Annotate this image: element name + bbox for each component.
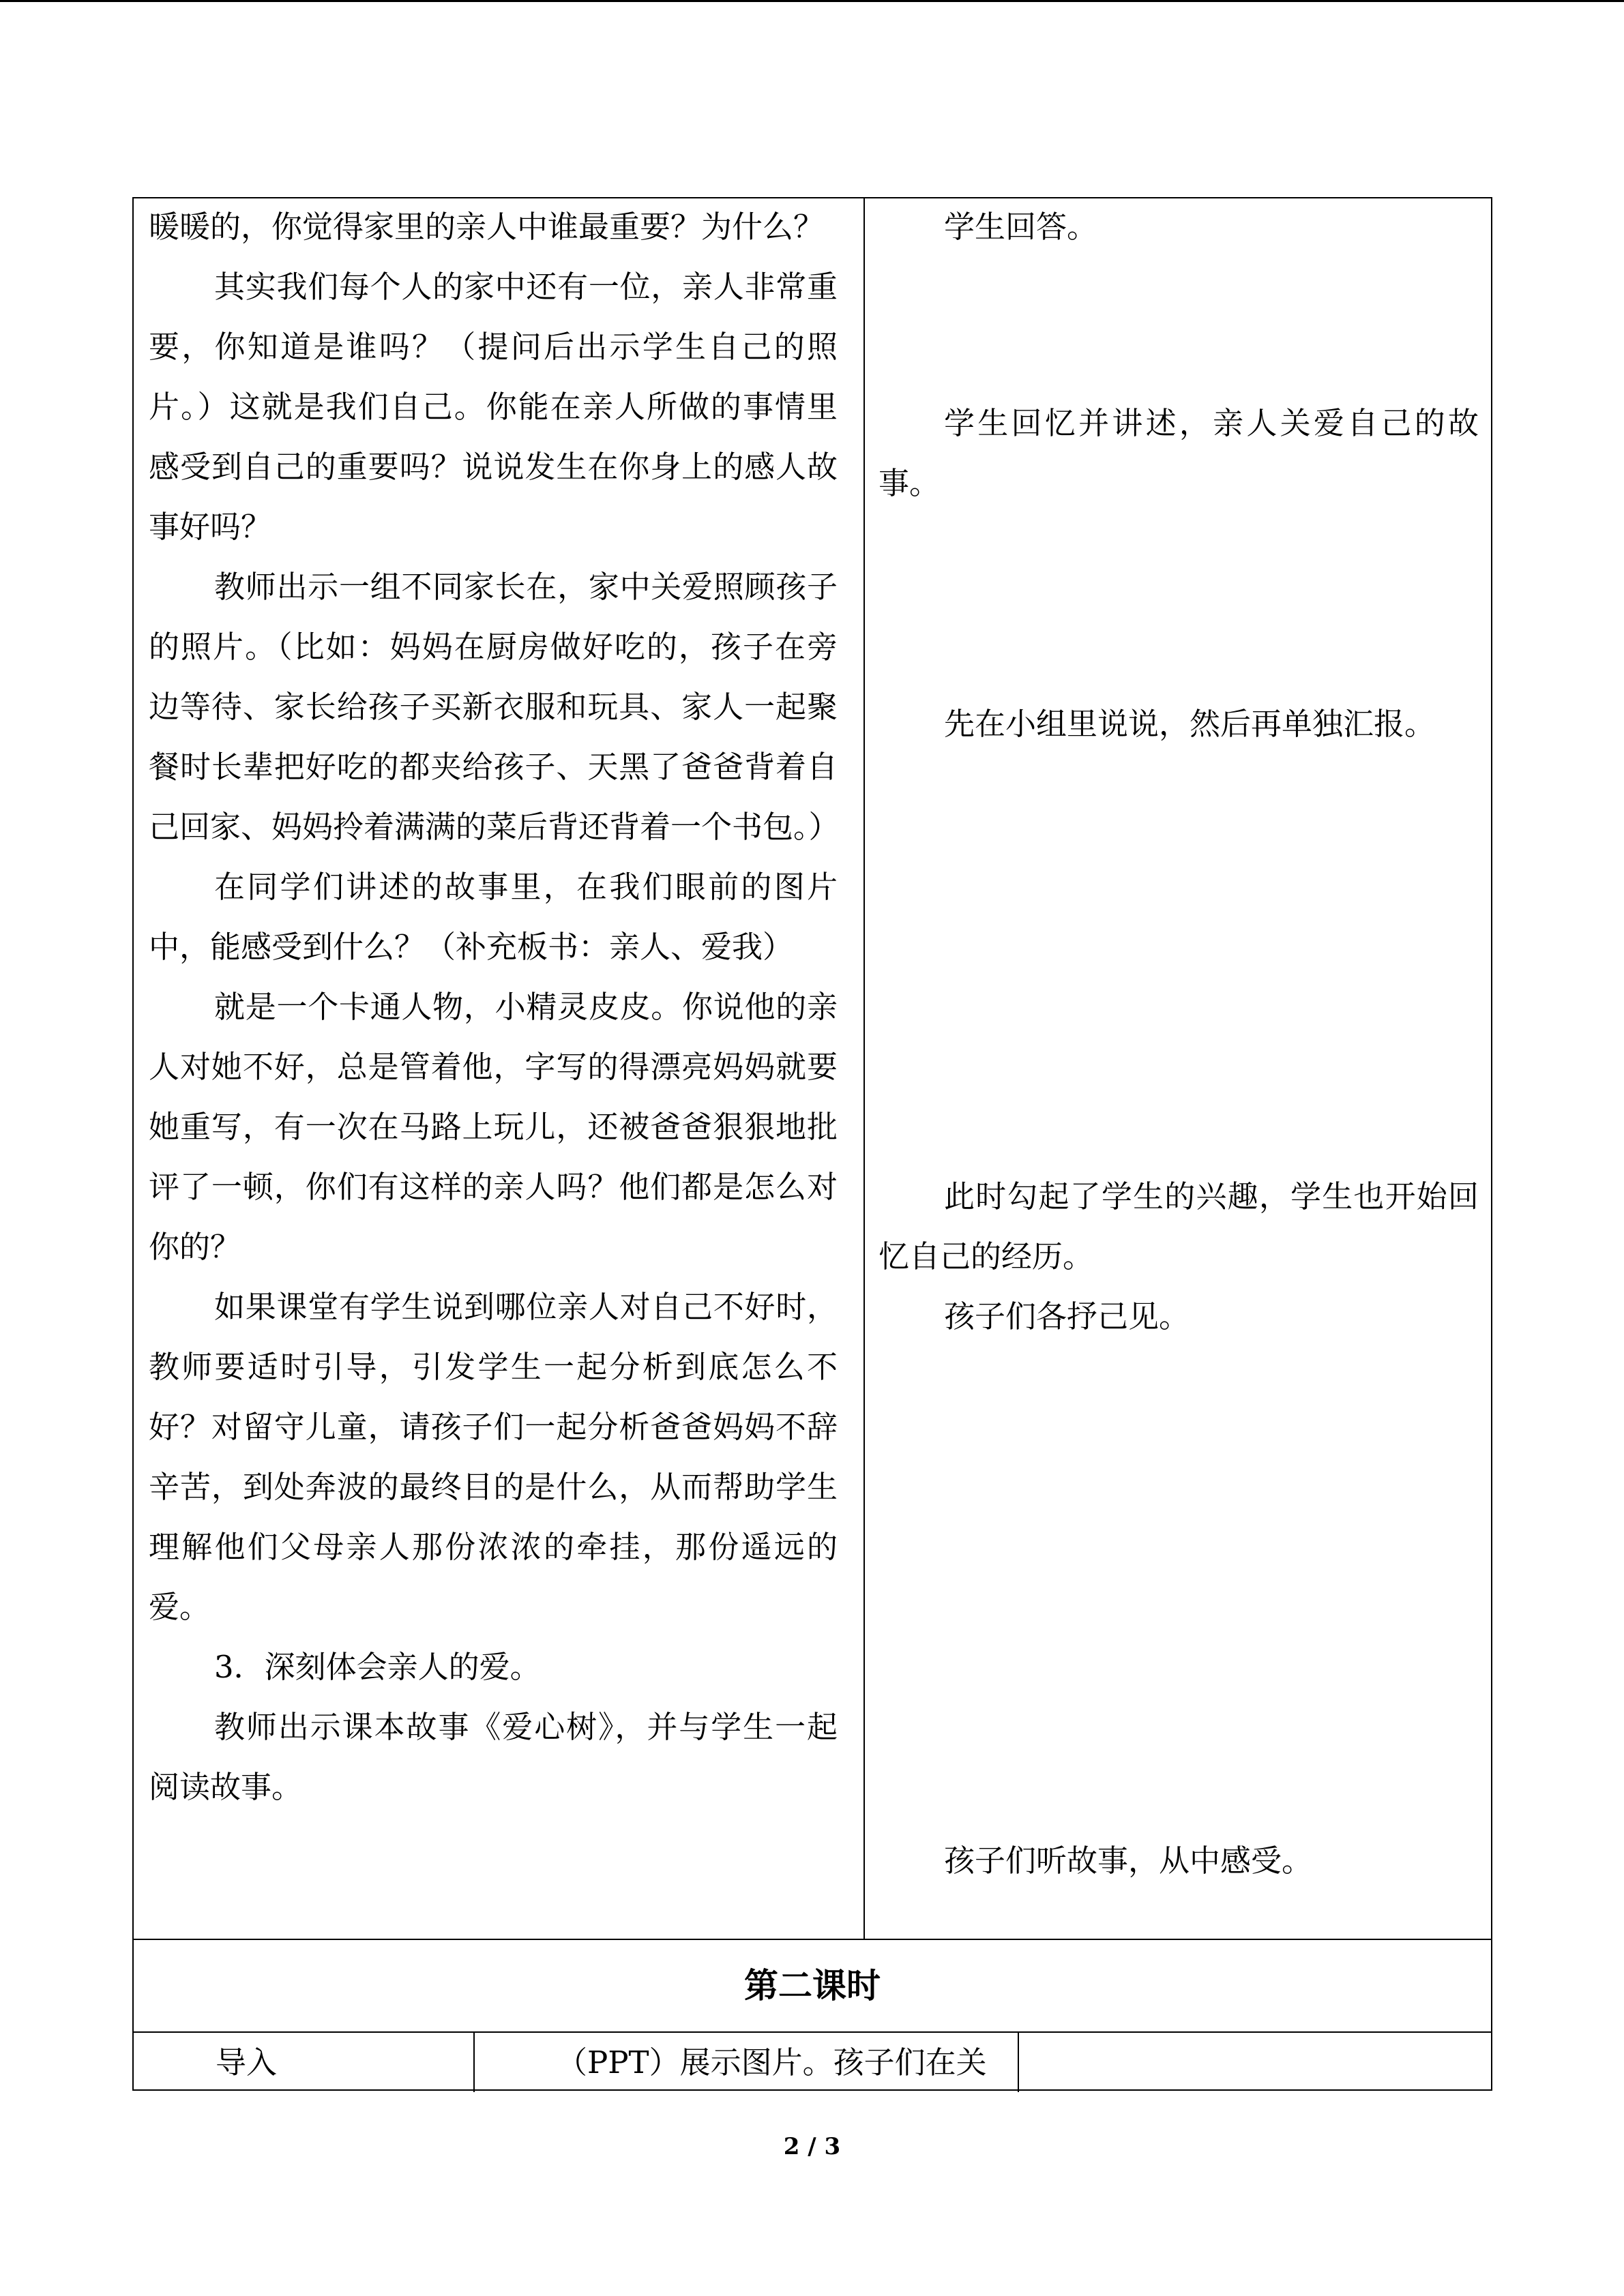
paragraph: 其实我们每个人的家中还有一位，亲人非常重要，你知道是谁吗？（提问后出示学生自己的照片。）这就是我们自己。你能在亲人所做的事情里感受到自己的重要吗？说说发生在你身上的感人故事好吗？ [149,269,838,545]
bottom-row-divider-2 [1018,2031,1019,2092]
student-response: 学生回答。 [944,209,1098,245]
student-activity-column [879,198,1479,1939]
column-divider [863,198,865,1939]
paragraph: 教师出示课本故事《爱心树》，并与学生一起阅读故事。 [149,1709,838,1805]
paragraph: 3．深刻体会亲人的爱。 [214,1649,541,1685]
teacher-activity-column [149,197,838,1817]
section-title: 第二课时 [744,1965,881,2006]
student-response: 孩子们听故事，从中感受。 [944,1843,1313,1879]
student-response: 此时勾起了学生的兴趣，学生也开始回忆自己的经历。 [879,1178,1479,1274]
top-border-line [0,0,1624,2]
bottom-row-divider-1 [473,2031,475,2092]
page-number: 2 / 3 [783,2133,841,2160]
student-response: 孩子们各抒己见。 [944,1298,1190,1335]
bottom-row-label: 导入 [216,2044,278,2081]
lesson-plan-table [132,197,1492,2091]
paragraph: 在同学们讲述的故事里，在我们眼前的图片中，能感受到什么？（补充板书：亲人、爱我） [149,869,838,965]
paragraph: 教师出示一组不同家长在，家中关爱照顾孩子的照片。（比如：妈妈在厨房做好吃的，孩子在旁边等待、家长给孩子买新衣服和玩具、家人一起聚餐时长辈把好吃的都夹给孩子、天黑了爸爸背着自己回家、妈妈拎着满满的菜后背还背着一个书包。） [149,569,840,845]
row-divider-upper [134,1939,1491,1940]
bottom-row-content: （PPT）展示图片。孩子们在关 [557,2044,987,2081]
paragraph: 如果课堂有学生说到哪位亲人对自己不好时，教师要适时引导，引发学生一起分析到底怎么不好？对留守儿童，请孩子们一起分析爸爸妈妈不辞辛苦，到处奔波的最终目的是什么，从而帮助学生理解他们父母亲人那份浓浓的牵挂，那份遥远的爱。 [149,1289,838,1625]
paragraph: 就是一个卡通人物，小精灵皮皮。你说他的亲人对她不好，总是管着他，字写的得漂亮妈妈就要她重写，有一次在马路上玩儿，还被爸爸狠狠地批评了一顿，你们有这样的亲人吗？他们都是怎么对你的？ [149,989,838,1265]
paragraph: 暖暖的，你觉得家里的亲人中谁最重要？为什么？ [149,209,825,245]
student-response: 学生回忆并讲述，亲人关爱自己的故事。 [879,405,1479,501]
student-response: 先在小组里说说，然后再单独汇报。 [944,706,1436,742]
